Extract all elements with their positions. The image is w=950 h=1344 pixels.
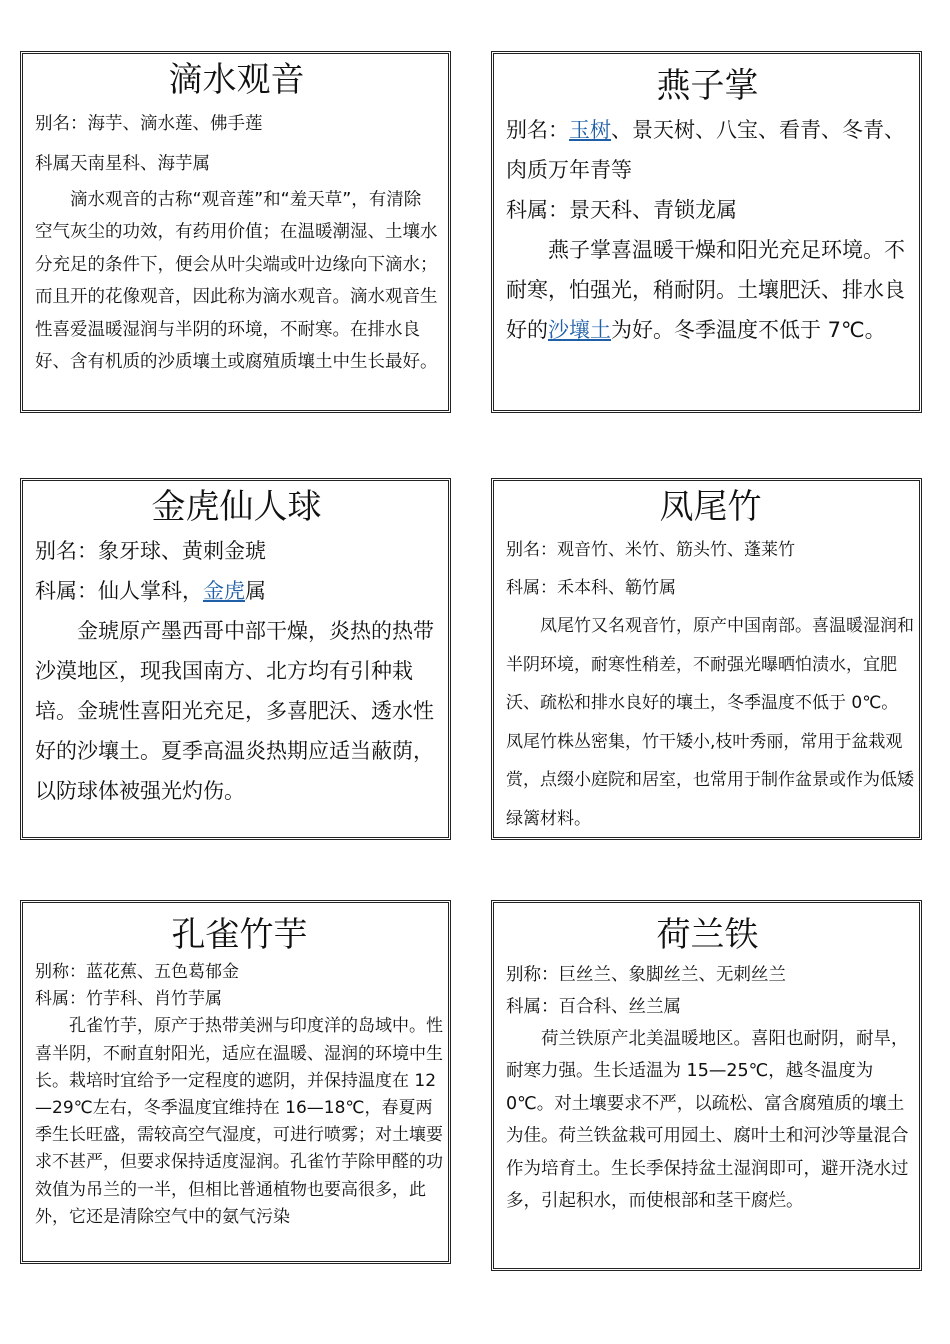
card-alias: 别名：象牙球、黄刺金琥 <box>35 539 266 563</box>
card-alias: 别称：巨丝兰、象脚丝兰、无刺丝兰 <box>506 965 786 985</box>
card-family: 科属：竹芋科、肖竹芋属 <box>35 989 222 1010</box>
alias-prefix: 别名： <box>506 118 569 142</box>
plant-card-dishui-guanyin <box>20 51 451 413</box>
plant-card-yanzizhang <box>491 51 922 413</box>
card-title: 燕子掌 <box>656 66 759 106</box>
alias-link-yushu[interactable]: 玉树 <box>569 118 611 142</box>
plant-card-kongque-zhuyu <box>20 900 451 1264</box>
plant-card-helantie <box>491 900 922 1271</box>
card-description: 孔雀竹芋，原产于热带美洲与印度洋的岛域中。性喜半阴，不耐直射阳光，适应在温暖、湿润的环境中生长。栽培时宜给予一定程度的遮阴，并保持温度在 12—29℃左右，冬季温度宜维持在 16—18℃，春夏两季生长旺盛，需较高空气湿度，可进行喷雾；对土壤要求不甚严，但要求保持适度湿润。孔雀竹芋除甲醛的功效值为吊兰的一半，但相比普通植物也要高很多，此外，它还是清除空气中的氨气污染 <box>35 1016 443 1227</box>
card-family: 科属：景天科、青锁龙属 <box>506 198 737 222</box>
card-title: 凤尾竹 <box>659 487 762 527</box>
card-alias: 别名：观音竹、米竹、筋头竹、蓬莱竹 <box>506 540 795 560</box>
family-prefix: 科属：仙人掌科， <box>35 579 203 603</box>
desc-part-a: 燕子掌喜温暖干燥和阳光充足环境。不耐寒，怕强光，稍耐阴。土壤肥沃、排水良好的 <box>506 238 905 342</box>
card-description <box>506 230 909 350</box>
card-title: 孔雀竹芋 <box>171 915 308 955</box>
card-title: 荷兰铁 <box>656 915 759 955</box>
card-title: 金虎仙人球 <box>151 487 322 527</box>
card-alias <box>506 110 909 190</box>
card-family: 科属：禾本科、簕竹属 <box>506 578 676 598</box>
alias-rest: 、景天树、八宝、看青、冬青、肉质万年青等 <box>506 118 905 182</box>
card-alias: 别称：蓝花蕉、五色葛郁金 <box>35 962 239 982</box>
family-suffix: 属 <box>245 579 266 603</box>
card-alias: 别名：海芋、滴水莲、佛手莲 <box>35 114 263 134</box>
card-title: 滴水观音 <box>168 60 305 100</box>
desc-part-b: 为好。冬季温度不低于 7℃。 <box>611 318 886 342</box>
card-description: 金琥原产墨西哥中部干燥，炎热的热带沙漠地区，现我国南方、北方均有引种栽培。金琥性喜阳光充足，多喜肥沃、透水性好的沙壤土。夏季高温炎热期应适当蔽荫，以防球体被强光灼伤。 <box>35 619 434 803</box>
desc-link-shaerangtu[interactable]: 沙壤土 <box>548 318 611 342</box>
card-description: 凤尾竹又名观音竹，原产中国南部。喜温暖湿润和半阴环境，耐寒性稍差，不耐强光曝晒怕渍水，宜肥沃、疏松和排水良好的壤土，冬季温度不低于 0℃。凤尾竹株丛密集，竹干矮小,枝叶秀丽，常用于盆栽观赏，点缀小庭院和居室，也常用于制作盆景或作为低矮绿篱材料。 <box>506 616 914 829</box>
card-family: 科属：百合科、丝兰属 <box>506 997 681 1017</box>
card-description: 荷兰铁原产北美温暖地区。喜阳也耐阴，耐旱，耐寒力强。生长适温为 15—25℃，越冬温度为 0℃。对土壤要求不严，以疏松、富含腐殖质的壤土为佳。荷兰铁盆栽可用园土、腐叶土和河沙等量混合作为培育土。生长季保持盆土湿润即可，避开浇水过多，引起积水，而使根部和茎干腐烂。 <box>506 1029 909 1212</box>
card-family <box>35 571 438 611</box>
card-family: 科属天南星科、海芋属 <box>35 154 210 174</box>
plant-card-fengweizhu <box>491 478 922 840</box>
plant-card-jinhu-xianrenqiu <box>20 478 451 840</box>
card-description: 滴水观音的古称“观音莲”和“羞天草”，有清除空气灰尘的功效，有药用价值；在温暖潮湿、土壤水分充足的条件下，便会从叶尖端或叶边缘向下滴水；而且开的花像观音，因此称为滴水观音。滴水观音生性喜爱温暖湿润与半阴的环境，不耐寒。在排水良好、含有机质的沙质壤土或腐殖质壤土中生长最好。 <box>35 190 438 373</box>
family-link-jinhu[interactable]: 金虎 <box>203 579 245 603</box>
